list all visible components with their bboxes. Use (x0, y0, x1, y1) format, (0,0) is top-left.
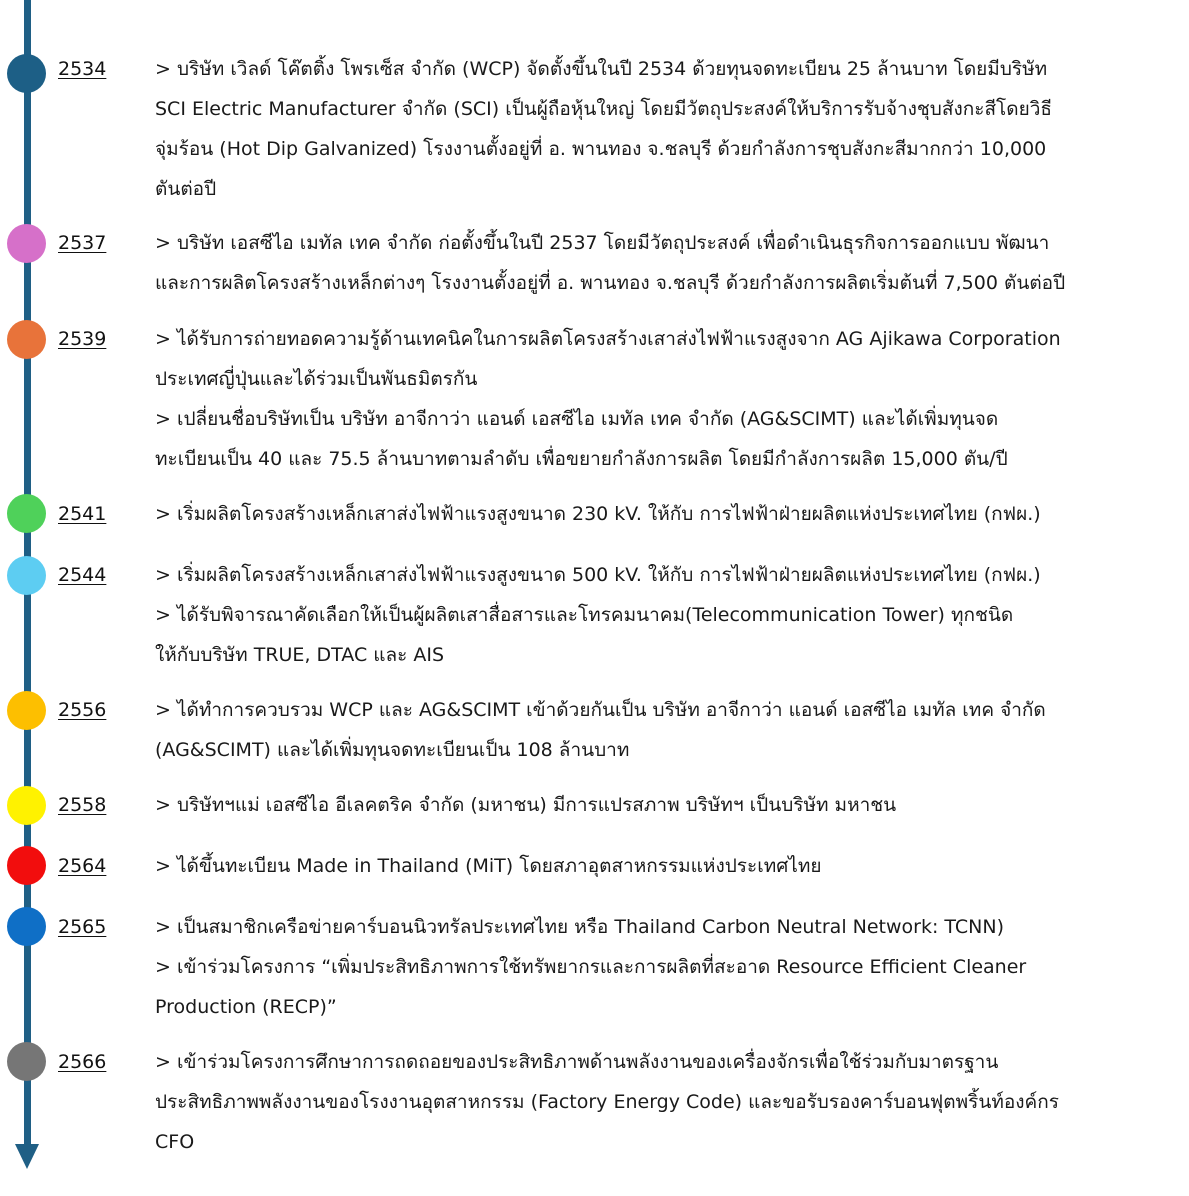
event-text-line: > เริ่มผลิตโครงสร้างเหล็กเสาส่งไฟฟ้าแรงสูงขนาด 230 kV. ให้กับ การไฟฟ้าฝ่ายผลิตแห่งประเทศไทย (กฟผ.) (155, 503, 1041, 525)
event-text-line: SCI Electric Manufacturer จำกัด (SCI) เป็นผู้ถือหุ้นใหญ่ โดยมีวัตถุประสงค์ให้บริการรับจ้างชุบสังกะสีโดยวิธี (155, 98, 1052, 120)
timeline-dot-2541 (7, 494, 46, 533)
year-label-2565: 2565 (58, 916, 107, 938)
event-text-line: ตันต่อปี (155, 178, 217, 200)
event-text-line: > บริษัท เอสซีไอ เมทัล เทค จำกัด ก่อตั้งขึ้นในปี 2537 โดยมีวัตถุประสงค์ เพื่อดำเนินธุรกิจการออกแบบ พัฒนา (155, 232, 1050, 254)
timeline-dot-2544 (7, 556, 46, 595)
event-text-line: > บริษัทฯแม่ เอสซีไอ อีเลคตริค จำกัด (มหาชน) มีการแปรสภาพ บริษัทฯ เป็นบริษัท มหาชน (155, 794, 897, 816)
year-label-2534: 2534 (58, 58, 107, 80)
event-description-2558 (155, 785, 1185, 825)
event-text-line: > ได้รับพิจารณาคัดเลือกให้เป็นผู้ผลิตเสาสื่อสารและโทรคมนาคม(Telecommunication Tower) ทุกชนิด (155, 604, 1014, 626)
event-text-line: > ได้ทำการควบรวม WCP และ AG&SCIMT เข้าด้วยกันเป็น บริษัท อาจีกาว่า แอนด์ เอสซีไอ เมทัล เทค จำกัด (155, 699, 1046, 721)
year-label-2566: 2566 (58, 1051, 107, 1073)
year-label-2541: 2541 (58, 503, 107, 525)
event-description-2556 (155, 690, 1185, 770)
event-text-line: CFO (155, 1131, 195, 1153)
event-description-2566 (155, 1042, 1185, 1162)
event-text-line: > ได้รับการถ่ายทอดความรู้ด้านเทคนิคในการผลิตโครงสร้างเสาส่งไฟฟ้าแรงสูงจาก AG Ajikawa Corporation (155, 328, 1061, 350)
event-text-line: (AG&SCIMT) และได้เพิ่มทุนจดทะเบียนเป็น 108 ล้านบาท (155, 739, 630, 761)
year-label-2564: 2564 (58, 855, 107, 877)
year-label-2539: 2539 (58, 328, 107, 350)
event-text-line: และการผลิตโครงสร้างเหล็กต่างๆ โรงงานตั้งอยู่ที่ อ. พานทอง จ.ชลบุรี ด้วยกำลังการผลิตเริ่มต้นที่ 7,500 ตันต่อปี (155, 272, 1066, 294)
timeline-dot-2558 (7, 786, 46, 825)
event-text-line: ให้กับบริษัท TRUE, DTAC และ AIS (155, 644, 445, 666)
event-description-2565 (155, 907, 1185, 1027)
year-label-2556: 2556 (58, 699, 107, 721)
event-description-2541 (155, 494, 1185, 534)
year-label-2537: 2537 (58, 232, 107, 254)
timeline-dot-2534 (7, 54, 46, 93)
event-description-2564 (155, 846, 1185, 886)
event-text-line: > เปลี่ยนชื่อบริษัทเป็น บริษัท อาจีกาว่า แอนด์ เอสซีไอ เมทัล เทค จำกัด (AG&SCIMT) และได้เพิ่มทุนจด (155, 408, 999, 430)
event-text-line: ทะเบียนเป็น 40 และ 75.5 ล้านบาทตามลำดับ เพื่อขยายกำลังการผลิต โดยมีกำลังการผลิต 15,000 ตัน/ปี (155, 448, 1008, 470)
event-description-2539 (155, 319, 1185, 479)
event-text-line: จุ่มร้อน (Hot Dip Galvanized) โรงงานตั้งอยู่ที่ อ. พานทอง จ.ชลบุรี ด้วยกำลังการชุบสังกะสีมากกว่า 10,000 (155, 138, 1047, 160)
timeline-arrow-icon (15, 1144, 39, 1169)
event-text-line: > เข้าร่วมโครงการศึกษาการถดถอยของประสิทธิภาพด้านพลังงานของเครื่องจักรเพื่อใช้ร่วมกับมาตรฐาน (155, 1051, 999, 1073)
timeline-dot-2539 (7, 320, 46, 359)
event-text-line: > ได้ขึ้นทะเบียน Made in Thailand (MiT) โดยสภาอุตสาหกรรมแห่งประเทศไทย (155, 855, 822, 877)
event-description-2537 (155, 223, 1185, 303)
timeline-dot-2564 (7, 846, 46, 885)
event-text-line: > เข้าร่วมโครงการ “เพิ่มประสิทธิภาพการใช้ทรัพยากรและการผลิตที่สะอาด Resource Efficient Cleaner (155, 956, 1027, 978)
event-description-2544 (155, 555, 1185, 675)
event-description-2534 (155, 49, 1185, 209)
year-label-2558: 2558 (58, 794, 107, 816)
timeline-dot-2556 (7, 691, 46, 730)
event-text-line: > เป็นสมาชิกเครือข่ายคาร์บอนนิวทรัลประเทศไทย หรือ Thailand Carbon Neutral Network: TCNN) (155, 916, 1005, 938)
timeline-dot-2565 (7, 907, 46, 946)
event-text-line: Production (RECP)” (155, 996, 337, 1018)
event-text-line: > บริษัท เวิลด์ โค๊ตติ้ง โพรเซ็ส จำกัด (WCP) จัดตั้งขึ้นในปี 2534 ด้วยทุนจดทะเบียน 25 ล้านบาท โดยมีบริษัท (155, 58, 1048, 80)
year-label-2544: 2544 (58, 564, 107, 586)
timeline-dot-2566 (7, 1042, 46, 1081)
event-text-line: ประสิทธิภาพพลังงานของโรงงานอุตสาหกรรม (Factory Energy Code) และขอรับรองคาร์บอนฟุตพริ้นท์องค์กร (155, 1091, 1059, 1113)
event-text-line: ประเทศญี่ปุ่นและได้ร่วมเป็นพันธมิตรกัน (155, 368, 478, 390)
timeline-dot-2537 (7, 224, 46, 263)
event-text-line: > เริ่มผลิตโครงสร้างเหล็กเสาส่งไฟฟ้าแรงสูงขนาด 500 kV. ให้กับ การไฟฟ้าฝ่ายผลิตแห่งประเทศไทย (กฟผ.) (155, 564, 1041, 586)
